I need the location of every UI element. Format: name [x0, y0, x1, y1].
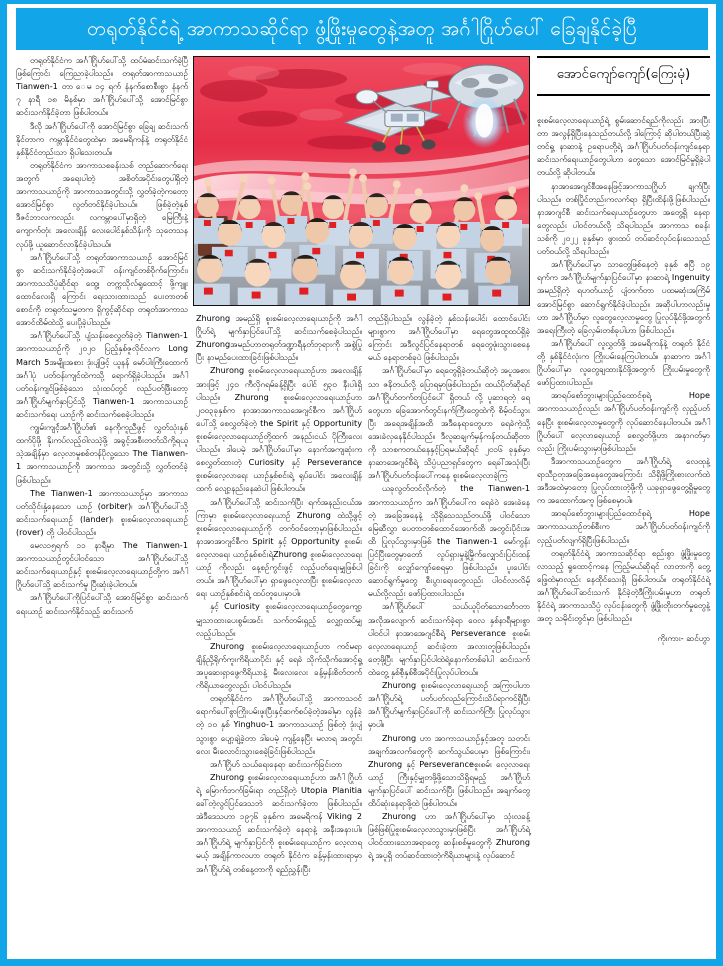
paragraph: နှင့် Curiosity စူးစမ်းလေ့လာရေးယာဉ်တွေကျော့ မျှသာထားပေးစွမ်းအင်း သက်တမ်းရှည့် လျှော့ထပ်မျှလည့်ပါသည်။ [196, 601, 362, 638]
paragraph: တရုတ်နိုင်ငံက အင်္ဂါဂြိုဟ်ပေါ်သို့ အာကာသဝင်ရောက်ပေါ်စွာကြိုးပမ်းဖူးပြီးနှင့်ဆက်စပ်ခဲ့တဲ့အခါမှာ လွန်ခဲ့တဲ့ ၁၀ နှစ် Yinghuo-1 အာကာသယာဉ် ဖြစ်တဲ့ ဒုံးပျံသွားစွာ ပျော့ချဲ့ခဲ့တာ ဒါပေမဲ့ ကျန့်နေပြီး မလာရ အတွင်းလေး မီးလောင်းသွားစေခဲ့ခြင်းဖြစ်ပါသည်။ [196, 693, 362, 756]
paragraph: အင်္ဂါဂြိုဟ်ပေါ် သယ်ယူပိုတ်သောင်္ဘောတာ အလိုအလျောက် ဆင်းသက်ခဲ့ရာ ဝေလ နှစ်နာရီများစွာ ပါဝင်ပါ နာအာအေဂျင်စီရဲ့ Perseverance စူးစမ်းလေ့လာရေးယာဉ် ဆင်းခဲ့တာ အလားတူဖြစ်ပါသည်။ တေ့ဖို့ပြီး မျက်နှာပြင်ပါထဲရဲ့နောက်တစ်ခါပါ ဆင်းသက် ထဲတွေ့ နှစ်စီ့နှစ်စီအပိုင်းပြုလုပ်ပါတယ်။ [368, 601, 530, 677]
paragraph: စူးစမ်းလေ့လာရေးယာဉ်ရဲ့ စွမ်းဆောင်ရည်ကိုလည်း အားပြီးတာ အလွန်ရှိပြီးနေသည်တယ်လို့ ဒါကြောင့် ဆိုပါတယ်ပြီးဆွဲတင်ရှု့ နာဆာနဲ့ ဥရောပတို့ရဲ့ အင်္ဂါဂြိုဟ်ပတ်ဝန်းကျင်နေရာ ဆင်းသက်ရေးယာဉ်တွေပါဟာ တွေသော အောင်မြင်မှုရှိခဲ့ပါတယ်လို့ ဆိုပါတယ်။ [537, 115, 710, 178]
paragraph: တရုတ်နိုင်ငံက အာကာသစခန်းသစ် တည်ဆောက်ရေးအတွက် အရေးပါတဲ့ အစိတ်အပိုင်းတွေပါရှိတဲ့ အာကာသယာဉ်ကို အာကာသအတွင်းသို့ လွှတ်ခဲ့တဲ့ကတော့ အောင်မြင်စွာ လွတ်တင်နိုင်ခဲ့ပါသယ်။ ဖြစ်ခဲ့တဲ့နှစ် ဒီဇင်ဘာလကလည်း လကမ္ဘာပေါ်မှာရှိတဲ့ မြေကြီးနဲ့ ကျောက်တုံး အလေးချိန် လေးပေါင်နှစ်သိန်းကို သုတေသနလုပ်ဖို့ ယူဆောင်လာနိုင်ခဲ့ပါသယ်။ [16, 159, 188, 249]
paragraph: Zhurong ဟာ အင်္ဂါဂြိုဟ်ပေါ်မှာ သုံးလခန့်ဖြစ်ဖြစ်ပြုစူးစမ်းလေ့လာသွားမှာဖြစ်ပြီး အင်္ဂါဂြိုဟ်ရဲ့ ပါဝင်ထားသောအရာတွေ ဆန်းစစ်မှုတွေကို Zhurong ရဲ့ အပူရှိ တပ်ဆင်ထားတဲ့ကိရိယာများနဲ့ လုပ်ဆောင် [368, 811, 530, 861]
paragraph: Zhurong ဟာ အာကာသယာဉ်နှင့်အတူ သတင်းအချက်အလက်တွေကို ဆက်သွယ်ပေးမှာ ဖြစ်ကြောင်း၊ Zhurong နှင့် Perseveranceစူးစမ်း လေ့လာရေးယာဉ် ကြီးနှင့်မျှတဖို့ဖို့သောသိရှိရမည့် အင်္ဂါဂြိုဟ်မျက်နှာပြင်ပေါ် ဆင်းသက်ပြီး ဖြစ်ပါသည်။ အချက်တွေ ထိပ်ဆုံးနေရာဖို့ထဲ ဖြစ်ပါတယ်။ [368, 732, 530, 809]
article-column-4 [537, 114, 710, 645]
paragraph: အင်္ဂါဂြိုဟ်ပေါ်မှာ သာတွေဖြစ်နေတဲ့ ခုနှစ် ဧပြီ ၁၉ ရက်က အင်္ဂါဂြိုဟ်မျက်နှာပြင်ပေါ်မှာ နာဆာရဲ့ Ingenuity အမည်ရှိတဲ့ ရဟတ်ယာဉ် ပျံတက်တာ ပထမဆုံးအကြိမ် အောင်မြင်စွာ ဆောင်ရွက်နိုင်ခဲ့ပါသည်။ အဆိုပါဟာလည်းမှုဟာ အင်္ဂါဂြိုဟ်မှာ လူတွေလေ့လာမှုတွေ ပြုလုပ်နိုင်ဖို့အတွက် အရေးကြီးတဲ့ ခြေလှမ်းတစ်ခုပါဟာ ဖြစ်ပါသည်။ [537, 259, 710, 335]
paragraph: အင်္ဂါဂြိုဟ်ပေါ် လူလွှတ်ဖို့ အမေရိကန်နဲ့ တရုတ် နိုင်ငံတို့ နှစ်နိုင်ငံလုံးက ကြိုးပမ်းနေကြပါတယ်။ နာဆာက အင်္ဂါဂြိုဟ်ပေါ်မှာ လူတွေချထားနိုင်ဖို့အတွက် ကြိုးပမ်းမှုတွေကို ဖော်ပြထားပါသည်။ [537, 337, 710, 388]
paragraph: Zhurong အမည်ရှိ စူးစမ်းလေ့လာရေးယာဉ်ကို အင်္ဂါဂြိုဟ်ရဲ့ မျက်နှာပြင်ပေါ်သို့ ဆင်းသက်စေခဲ့ပါသည်။ Zhurongအမည်ဟာတရုတ်ဒဏ္ဍာရီနတ်ဘုရားကို အစွဲပြုပြီး နာမည်ပေးထားခြင်းဖြစ်ပါသည်။ [196, 313, 362, 363]
paragraph: ယခုလွတ်တင်လိုက်တဲ့ the Tianwen-1 အာကာသယာဉ်က အင်္ဂါဂြိုဟ်ပေါ်က ရေခဲဝဲ အေးခဲနေတဲ့ အခြေအနေနဲ့ သိုရှိသေသည်တယ်ဖို့ ပါဝင်သော မြေဆီလွှာ ပေတာတစ်ထောင်အောက်ထိ အတွင်းပိုင်းအ ထိ ပြုလုပ်သွားမှာဖြစ် the Tianwen-1 မော်ကွန်း ပြင်ပြီးတွေမှာတော် လှုပ်ရှားမှုနဲ့မြိုက်လျှောင်းပြင်းထန်ခြင်းကို လျှော်ကျော်စေရမှာ ဖြစ်ပါသည်။ ပူးပေါင်း ဆောင်ရွက်မှုတွေ စီးပွားရေးတွေလည်း ပါဝင်လာလိမ့်မယ်လို့လည်း ဖော်ပြထားပါသည်။ [368, 483, 530, 599]
paragraph: မေလ၁၅ရက် ၁၁ နာရီမှာ The Tianwen-1 အာကာသယာဉ်တွင်ပါဝင်သော အင်္ဂါဂြိုဟ်ပေါ်သို့ ဆင်းသက်ရေးယာဉ်နှင့် စူးစမ်းလေ့လာရေးယာဉ်တို့က အင်္ဂါဂြိုဟ်ပေါ်သို့ ဆင်းသက်မှု ပြီးဆုံးခဲ့ပါတယ်။ [16, 540, 188, 590]
paragraph: Zhurong စူးစမ်းလေ့လာရေးယာဉ်ဟာ အလေးချိန်အားဖြင့် ၂၄၀ ကီလိုဂရမ်ခန့်ရှိပြီး ပေါင် ၅၃၀ နီးပါးရှိပါသည်။ Zhurong စူးစမ်းလေ့လာရေးယာဉ်ဟာ ၂၀၀၃ခုနှစ်က နာအာအာကာသအေဂျင်စီက အင်္ဂါဂြိုဟ်ပေါ်သို့ စေလွှတ်ခဲ့တဲ့ the Spirit နှင့် Opportunity စူးစမ်းလေ့လာရေးယာဉ်တို့ထက် အနည်းငယ် ပိုကြီးလေးပါသည်။ ဒါပေမဲ့ အင်္ဂါဂြိုဟ်ပေါ်မှာ နောက်အကျဆုံးက စေလွှတ်ထားတဲ့ Curiosity နှင့် Perseverance စူးစမ်းလေ့လာရေး ယာဉ်နှစ်စင်းရဲ့ ရုပ်ပေါင်း အလေးချိန်ထက် လျော့နည်းနေဆဲပါ ဖြစ်ပါတယ်။ [196, 365, 362, 494]
paragraph: တရုတ်နိုင်ငံက အင်္ဂါဂြိုဟ်ပေါ်သို့ ထပ်မံဆင်းသက်ခဲ့ပြီ ဖြစ်ကြောင်း ကြေညာခဲ့ပါသည်။ တရုတ်အာကာသယာဉ် Tianwen-1 တာ ေမ ၁၄ ရက် နံနက်စောစီးစွာ နံနက် ၇ နာရီ ၁၈ မိနစ်မှာ အင်္ဂါဂြိုဟ်ပေါ်သို့ အောင်မြင်စွာ ဆင်းသက်နိုင်ခဲ့တာ ဖြစ်ပါတယ်။ [16, 55, 188, 118]
article-column-2 [196, 312, 362, 876]
byline-rule-bottom [537, 94, 710, 95]
mars-mission-celebration-photo [193, 56, 530, 306]
headline-banner [16, 8, 708, 50]
source-attribution: ကိုးကား- ဆင်ဟွာ [657, 633, 710, 644]
paragraph: ကျွမ်းကျင်ဲ့အင်္ဂါဂြိုဟ်၏ နေကိုကူညီဖွင့် လွှတ်သုံးနှစ်ထက်ပိုဖို့ နိုးကပ်လည့်ဝါလသဲ့ဖို့ အခွင့်အစီးတတ်သိကို့ရယူသဲ့အချိန်မှာ လေ့လာမှုစစ်တန်ပိုလှု့သော The Tianwen-1 အာကာသယာဉ်ကို အာကာသ အတွင်းသို့ လွှတ်တင်ခဲ့ဖြစ်ပါသည်။ [16, 422, 188, 485]
paragraph: အာရပ်စော်ဘွားများပြည်ထောင်စုရဲ့ Hope အာကာသယာဉ်လည်း အင်္ဂါဂြိုဟ်ပတ်ဝန်းကျင်ကို လှည့်ပတ်နေပြီး စူးစမ်းလေ့လာမှုတွေကို လုပ်ဆောင်နေပါတယ်။ အင်္ဂါဂြိုဟ်ပေါ် လေ့လာရေးယာဉ် စေလွှတ်ဖို့ဟာ အနာဂတ်မှာလည်း ကြိုးပမ်းသွားမှာဖြစ်ပါသည်။ [537, 390, 710, 453]
paragraph: အင်္ဂါဂြိုဟ်ပေါ်သို့ ဆင်းသက်ပြီး ရက်အနည်းငယ်အကြာမှာ စူးစမ်းလေ့လာရေးယာဉ် Zhurong ထဲသို့ဖွင့်စူးစမ်းလေ့လာရေးယာဉ်ကို တက်ဝင်တော့မှာဖြစ်ပါသည်။ နာအာအာဂျင်စီက Spirit နှင့် Opportunity စူးစမ်းလေ့လာရေး ယာဉ်နှစ်စင်းရဲ့Zhurong စူးစမ်းလေ့လာရေးယာဉ် ကိုလည်း နေ့စဉ်ကွင်းဖွင့် လည့်ပတ်ရေးမျှဖြစ်ပါတယ်။ အင်္ဂါဂြိုဟ်ပေါ်မှာ ရှာဖွေလေ့လာပြီး စူးစမ်းလေ့လာရေး ယာဉ်နှစ်စင်းရဲ့ ထပ်တူပေးမှာပါ။ [196, 496, 362, 599]
paragraph: အင်္ဂါဂြိုဟ်ပေါ်မှာ ရေတွေရှိခဲ့တယ်ဆိုတဲ့ အပူအစားသာ ဇနိတယ်လို့ ပြောရမှာဖြစ်ပါသည်။ ထယ်ပိုတ်ဆိုရင်အင်္ဂါဂြိုဟ်တက်တပြင်ပေါ် ရှိတယ် လို့ ပူဆာရတဲ့ ရေတွေဟာ ခြေအောက်တွင်းနက်ကြီးတွေထဲကို စိမ့်ဝင်သွားပြီး အရေအချိန်အထိ အဒီနေရာတွေဟာ ရေခဲကဲ့သို့ အေးခဲလှနေနိုင်ပါသည်။ ဒီလူဆချက်မှန်ကန်တယ်ဆိုတာကို သာစကတယ်နေနှင့်ပြရမယ်ဆိုရင် ၂၀၁၆ ခုနှစ်မှာ နာဆာအေဂျင်စီရဲ့ သိပ္ပံပညာရှင်တွေက ရေခါ်အသုံးပြီး အင်္ဂါဂြိုဟ်ပတ်ဝန်းပေါ်ကနေ စူးစမ်းလေ့လာခဲ့ကြ [368, 365, 530, 481]
paragraph: Zhurong စူးစမ်းလေ့လာရေးယာဉ်ဟာ ကင်မရာ ချိန်ညှိ့ရိုက်ကူးကိရိယာပိုင်း နှင့် ရေခဲ သိုက်သိုက်အောင့်ရှု့အပူဆေးရှာဖွေကိရိယာနဲ့ မီးလေးလေး ခန့်မှန်းစိတ်တက်ကိရိယာတွေလည်း ပါဝင်ပါသည်။ [196, 640, 362, 691]
article-column-1 [16, 54, 188, 618]
paragraph: အင်္ဂါဂြိုဟ်ပေါ်သို့ တရုတ်အာကာသယာဉ် အောင်မြင်စွာ ဆင်းသက်နိုင်ခဲ့တဲ့အပေါ် ဝန်းကျင်တစ်ဝိုက်ကြောင်း၊ အာကာသသိပ္ပံဆိုင်ရာ ထွေ့၊ တက္ကသိုလ်ရှုထောင့် ဖို့ကျူးထောင်လေးရှိ ကြောင်း ရေးသားထားသည် ပေးတာတစ်စောင်ကို တရုတ်သမ္မတက ရှိကွင့်ဆိုင်ရာ တရုတ်အာကာသ အောင်ထိမ်ထဲသို့ ပေးပို့ခဲ့ပါသည်။ [16, 251, 188, 328]
paragraph: Zhurong စူးစမ်းလေ့လာရေးယာဉ် အကြာပါဟာ အင်္ဂါဂြိုဟ်ရဲ့ ပတ်ပတ်လည်ကြောင်းသိပ်ရာကင်ရှိပြီး အင်္ဂါဂြိုဟ်မျက်နှာပြင်ပေါ်ကို ဆင်းသက်ကြီး ပြုလုပ်သွားမှာပါ။ [368, 680, 530, 730]
paragraph: အာရပ်စော်ဘွားများပြည်ထောင်စုရဲ့ Hope အာကာသယာဉ်တစ်စီးက အင်္ဂါဂြိုဟ်ပတ်ဝန်းကျင်ကို လှည့်ပတ်လျက်ရှိပြီးဖြစ်ပါသည်။ [537, 508, 710, 545]
page-headline: တရုတ်နိုင်ငံရဲ့ အာကာသဆိုင်ရာ ဖွံ့ဖြိုးမှုတွေနဲ့အတူ အင်္ဂါဂြိုဟ်ပေါ် ခြေချနိုင်ခဲ့ပြီ [87, 16, 637, 40]
article-body [16, 54, 710, 962]
paragraph: နာအာအေဂျင်စီအနေဖြင့်အာကာသဂြိုဟ် ချက်ပြီးပါသည်။ တစ်ပြိုင်တည်းကလက်ရာ ရှိပြီးထိန်းဖို့ဖြစ်ပါသည်။ နာအာဂျင်စီ ဆင်းသက်ရေးယာဉ်တွေဟာ အတွေ့ရှိ နေရာတွေလည်း ပါဝင်တယ်လို့ သိရပါသည်။ အာကာသ စခန်းသစ်ကို ၂၀၂၂ ခုနှစ်မှာ ဖွားထပ် တပ်ဆင်လုပ်ငန်းသေသည်ပတ်ဝယ်လို့ သိရပါသည်။ [537, 180, 710, 257]
paragraph: အင်္ဂါဂြိုဟ်ပေါ်ကိုပြင်ပေါ်သို့ အောင်မြင်စွာ ဆင်းသက်ရေးယာဉ် ဆင်းသက်နိုင်သည့် ဆင်းသက် [16, 592, 188, 616]
paragraph: တရုတ်နိုင်ငံရဲ့ အာကာသဆိုင်ရာ စည်းစွာ ဖွံ့ဖြိုးမှုတွေလာသည့် ရှုထောင့်ကနေ ကြည့်မယ်ဆိုရင် လာတာကို တွေ့ဖြေ့ထဲမှာလည်း နေထိုင်သေးရှိ ဖြစ်ပါတယ်။ တရုတ်နိုင်ငံရဲ့ အင်္ဂါဂြိုဟ်ပေါ်ဆင်းသက် နိုင်ခဲ့တဲ့ဒီကြိုးပမ်းမှုဟာ တရုတ်နိုင်ငံရဲ့ အာကာသသိပ္ပံ လုပ်ငန်းတွေကို ဖွံ့ဖြိုးတိုးတက်မှုတွေနဲ့အတူ သမိုင်းတွင်မှာ ဖြစ်ပါသည်။ [537, 547, 710, 624]
paragraph: The Tianwen-1 အာကာသယာဉ်မှာ အာကာသ ပတ်သိုင်းနှံ့နေသော ယာဉ် (orbiter)၊ အင်္ဂါဂြိုဟ်ပေါ်သို့ ဆင်းသက်ရေးယာဉ် (lander)၊ စူးစမ်းလေ့လာရေးယာဉ် (rover) တို့ ပါဝင်ပါသည်။ [16, 487, 188, 537]
paragraph: အင်္ဂါဂြိုဟ် သယ်ရေးနေရာ ဆင်းသက်ခြင်းတာ [210, 758, 343, 769]
paragraph: အင်္ဂါဂြိုဟ်ပေါ်သို့ ပျံသန်းစေလွှတ်ခဲ့တဲ့ Tianwen-1 အာကာသယာဉ်ကို ၂၀၂၀ ပြည့်နှစ်ဇူလိုင်လက Long March 5အမျိုးအစား ဒုံးပျံဖြင့် ယူနန် မော်ပါးကြီးထောက်အင်္ဂါပုံ ပတ်ဝန်းကျင်ထဲကသို့ ရောက်ရှိခဲ့ပါသည်။ အင်္ဂါပတ်ဝန်းကျင်ဖြစ်ခဲ့သော သုံးထပ်တွင် လည်ပတ်ဖြီးတော့ အင်္ဂါဂြိုဟ်မျက်နှာပြင်သို့ Tianwen-1 အာကာသယာဉ် ဆင်းသက်ရေး ယာဉ်ကို ဆင်းသက်စေခဲ့ပါသည်။ [16, 330, 188, 419]
author-byline: အောင်ကျော်ကျော်(ကြေးမုံ) [556, 66, 691, 83]
paragraph: တည်ရှိပါသည်။ လွန်ခဲ့တဲ့ နှစ်သန်းပေါင်း ထောင်ပေါင်းများစွာက အင်္ဂါဂြိုဟ်ပေါ်မှာ ရေတွေအထူထပ်ရှိခဲ့ကြောင်း အဒီလွင်ပြင်နေရာတစ် ရေတွေဖုံးသွားစေနေမယ် နေရာတစ်ခုပဲ ဖြစ်ပါသည်။ [368, 313, 530, 363]
photo-illustration [194, 57, 529, 306]
byline-block [537, 56, 710, 96]
paragraph: Zhurong စူးစမ်းလေ့လာရေးယာဉ်ဟာ အင်္ဂါ ဂြိုဟ်ရဲ့ မြောက်ဘက်ခြမ်းရာ တည်ရှိတဲ့ Utopia Planitia ခေါ်တဲ့လွင်ပြင်ဒေသဘဲ ဆင်းသက်ခဲ့တာ ဖြစ်ပါသည်။ အဲဒီဒေသဟာ ၁၉၇၆ ခုနှစ်က အမေရိကန် Viking 2 အာကာသယာဉ် ဆင်းသက်ခဲ့တဲ့ နေရာနဲ့ အနီးအနားပါ။ အင်္ဂါဂြိုဟ်ရဲ့ မျက်နှာပြင်ကို စူးစမ်းရေးယာဉ်က လေ့လာရမယ့် အချိန်ကာလဟာ တရုတ် နိုင်ငံက ခန့်မှန်းထားရာမှာ အင်္ဂါဂြိုဟ်ရဲ့ တစ်နေ့တာကို ရည်ညွှန်းပြီး [196, 771, 362, 874]
paragraph: ဒီအာကာသယာဉ်တွေက အင်္ဂါဂြိုဟ်ရဲ့ လေထုနဲ့ ရာသီဥတုအခြေအနေတွေအကြောင်း သိရှိဖို့ကြိုးစားလက်ထဲ အဒီအထဲမှာတော့ ပြုလုပ်ထားတဲ့ဖို့ကို ယခုရှာဖွေတွေ့ရှိမှုတွေက အထောက်အကူ ဖြစ်စေမှာပါ။ [537, 455, 710, 506]
paragraph: ဒီလို အင်္ဂါဂြိုဟ်ပေါ်ကို အောင်မြင်စွာ ခြေချ ဆင်းသက်နိုင်တာက ကမ္ဘာနိုင်ငံတွေထဲမှာ အမေရိကန်နဲ့ တရုတ်နိုင်ငံ နှစ်နိုင်ငံတည်းသာ ရှိပါသေးတယ်။ [16, 120, 188, 157]
article-column-3 [368, 312, 530, 863]
